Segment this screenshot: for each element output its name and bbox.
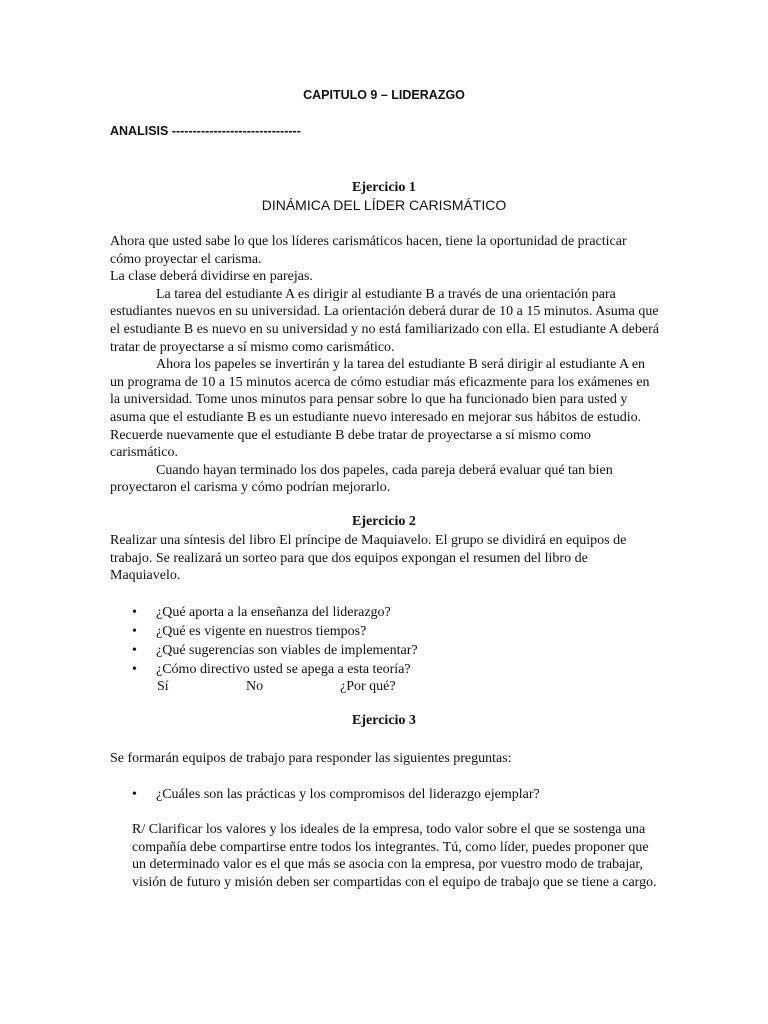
paragraph: R/ Clarificar los valores y los ideales de la empresa, todo valor sobre el que se sostenga una compañía debe compartirse entre todos los integrantes. Tú, como líder, puedes proponer que un determinado valor es el que más se asocia con la empresa, por vuestro modo de trabajar, visión de futuro y misión deben ser compartidas con el equipo de trabajo que se tiene a cargo. (132, 822, 657, 890)
ejercicio-2-title: Ejercicio 2 (352, 514, 416, 529)
paragraph: Cuando hayan terminado los dos papeles, cada pareja deberá evaluar qué tan bien proyectaron el carisma y cómo podrían mejorarlo. (110, 462, 613, 496)
answer-options-row (157, 679, 557, 699)
paragraph: Ahora que usted sabe lo que los líderes carismáticos hacen, tiene la oportunidad de practicar cómo proyectar el carisma. (110, 234, 627, 267)
paragraph: La tarea del estudiante A es dirigir al estudiante B a través de una orientación para estudiantes nuevos en su universidad. La orientación deberá durar de 10 a 15 minutos. Asuma que el estudiante B es nuevo en su universidad y no está familiarizado con ella. El estudiante A deberá tratar de proyectarse a sí mismo como carismático. (110, 286, 659, 355)
list-item: • ¿Cómo directivo usted se apega a esta teoría? (132, 662, 411, 677)
list-item: • ¿Qué sugerencias son viables de implementar? (132, 643, 418, 658)
bullet-icon: • (132, 624, 137, 639)
ejercicio-1-body (110, 233, 660, 497)
bullet-icon: • (132, 787, 137, 802)
option-si: Sí (157, 679, 169, 694)
ejercicio-1-title: Ejercicio 1 (352, 180, 416, 195)
ejercicio-3-title: Ejercicio 3 (352, 713, 416, 728)
paragraph: Ahora los papeles se invertirán y la tarea del estudiante B será dirigir al estudiante A en un programa de 10 a 15 minutos acerca de cómo estudiar más eficazmente para los exámenes en la universidad. Tome unos minutos para pensar sobre lo que ha funcionado bien para usted y asuma que el estudiante B es un estudiante nuevo interesado en mejorar sus hábitos de estudio. Recuerde nuevamente que el estudiante B debe tratar de proyectarse a sí mismo como carismático. (110, 357, 650, 461)
ejercicio-3-bullet-list (110, 785, 660, 804)
paragraph: La clase deberá dividirse en parejas. (110, 269, 313, 285)
analisis-heading: ANALISIS ------------------------------- (110, 124, 301, 138)
option-por-que: ¿Por qué? (340, 679, 396, 694)
option-no: No (246, 679, 264, 694)
list-item: • ¿Cuáles son las prácticas y los compromisos del liderazgo ejemplar? (132, 787, 540, 802)
ejercicio-1-subtitle: DINÁMICA DEL LÍDER CARISMÁTICO (261, 197, 507, 213)
ejercicio-2-bullet-list (110, 603, 660, 679)
bullet-icon: • (132, 605, 137, 620)
ejercicio-3-answer (132, 821, 660, 891)
paragraph: Realizar una síntesis del libro El príncipe de Maquiavelo. El grupo se dividirá en equipos de trabajo. Se realizará un sorteo para que dos equipos expongan el resumen del libro de Maquiavelo. (110, 533, 627, 584)
list-item: • ¿Qué aporta a la enseñanza del liderazgo? (132, 605, 391, 620)
bullet-icon: • (132, 643, 137, 658)
paragraph: Se formarán equipos de trabajo para responder las siguientes preguntas: (110, 751, 512, 766)
chapter-title: CAPITULO 9 – LIDERAZGO (303, 88, 465, 102)
ejercicio-2-intro (110, 532, 660, 585)
ejercicio-3-intro (110, 750, 660, 768)
bullet-icon: • (132, 662, 137, 677)
list-item: • ¿Qué es vigente en nuestros tiempos? (132, 624, 367, 639)
